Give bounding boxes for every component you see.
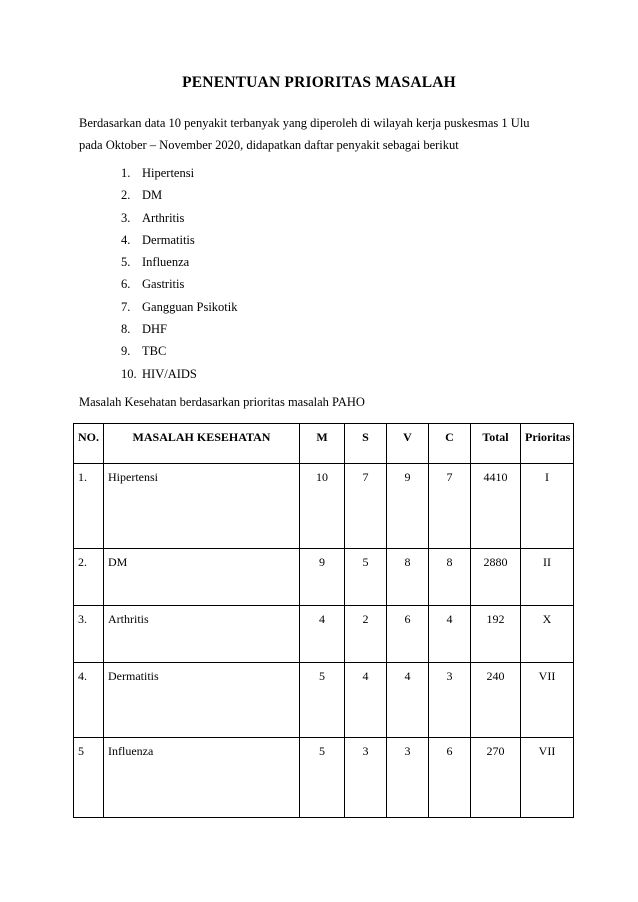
header-total: Total <box>471 424 521 464</box>
table-row: 5 Influenza 5 3 3 6 270 VII <box>74 738 574 818</box>
list-item: 7. Gangguan Psikotik <box>121 299 238 314</box>
header-v: V <box>387 424 429 464</box>
table-header-row <box>74 424 574 464</box>
page-title: PENENTUAN PRIORITAS MASALAH <box>182 74 456 91</box>
header-s: S <box>345 424 387 464</box>
list-item: 8. DHF <box>121 322 168 337</box>
table-row: 2. DM 9 5 8 8 2880 II <box>74 549 574 606</box>
header-c: C <box>429 424 471 464</box>
list-item: 5. Influenza <box>121 255 190 270</box>
table-row: 3. Arthritis 4 2 6 4 192 X <box>74 606 574 663</box>
list-item: 4. Dermatitis <box>121 232 195 247</box>
table-row: 4. Dermatitis 5 4 4 3 240 VII <box>74 663 574 738</box>
intro-line-1: Berdasarkan data 10 penyakit terbanyak yang diperoleh di wilayah kerja puskesmas 1 Ulu <box>79 116 530 130</box>
intro-line-2: pada Oktober – November 2020, didapatkan daftar penyakit sebagai berikut <box>79 138 459 152</box>
list-item: 6. Gastritis <box>121 277 185 292</box>
list-item: 3. Arthritis <box>121 210 185 225</box>
header-no: NO. <box>74 424 104 464</box>
priority-table <box>73 423 574 818</box>
list-item: 2. DM <box>121 188 163 203</box>
disease-list <box>121 162 237 385</box>
list-item: 9. TBC <box>121 344 167 359</box>
list-item: 1. Hipertensi <box>121 166 195 180</box>
header-m: M <box>300 424 345 464</box>
header-masalah: MASALAH KESEHATAN <box>104 424 300 464</box>
table-intro: Masalah Kesehatan berdasarkan prioritas masalah PAHO <box>79 395 365 409</box>
intro-paragraph <box>79 112 564 156</box>
header-prioritas: Prioritas <box>521 424 574 464</box>
table-row: 1. Hipertensi 10 7 9 7 4410 I <box>74 464 574 549</box>
list-item: 10. HIV/AIDS <box>121 366 197 381</box>
